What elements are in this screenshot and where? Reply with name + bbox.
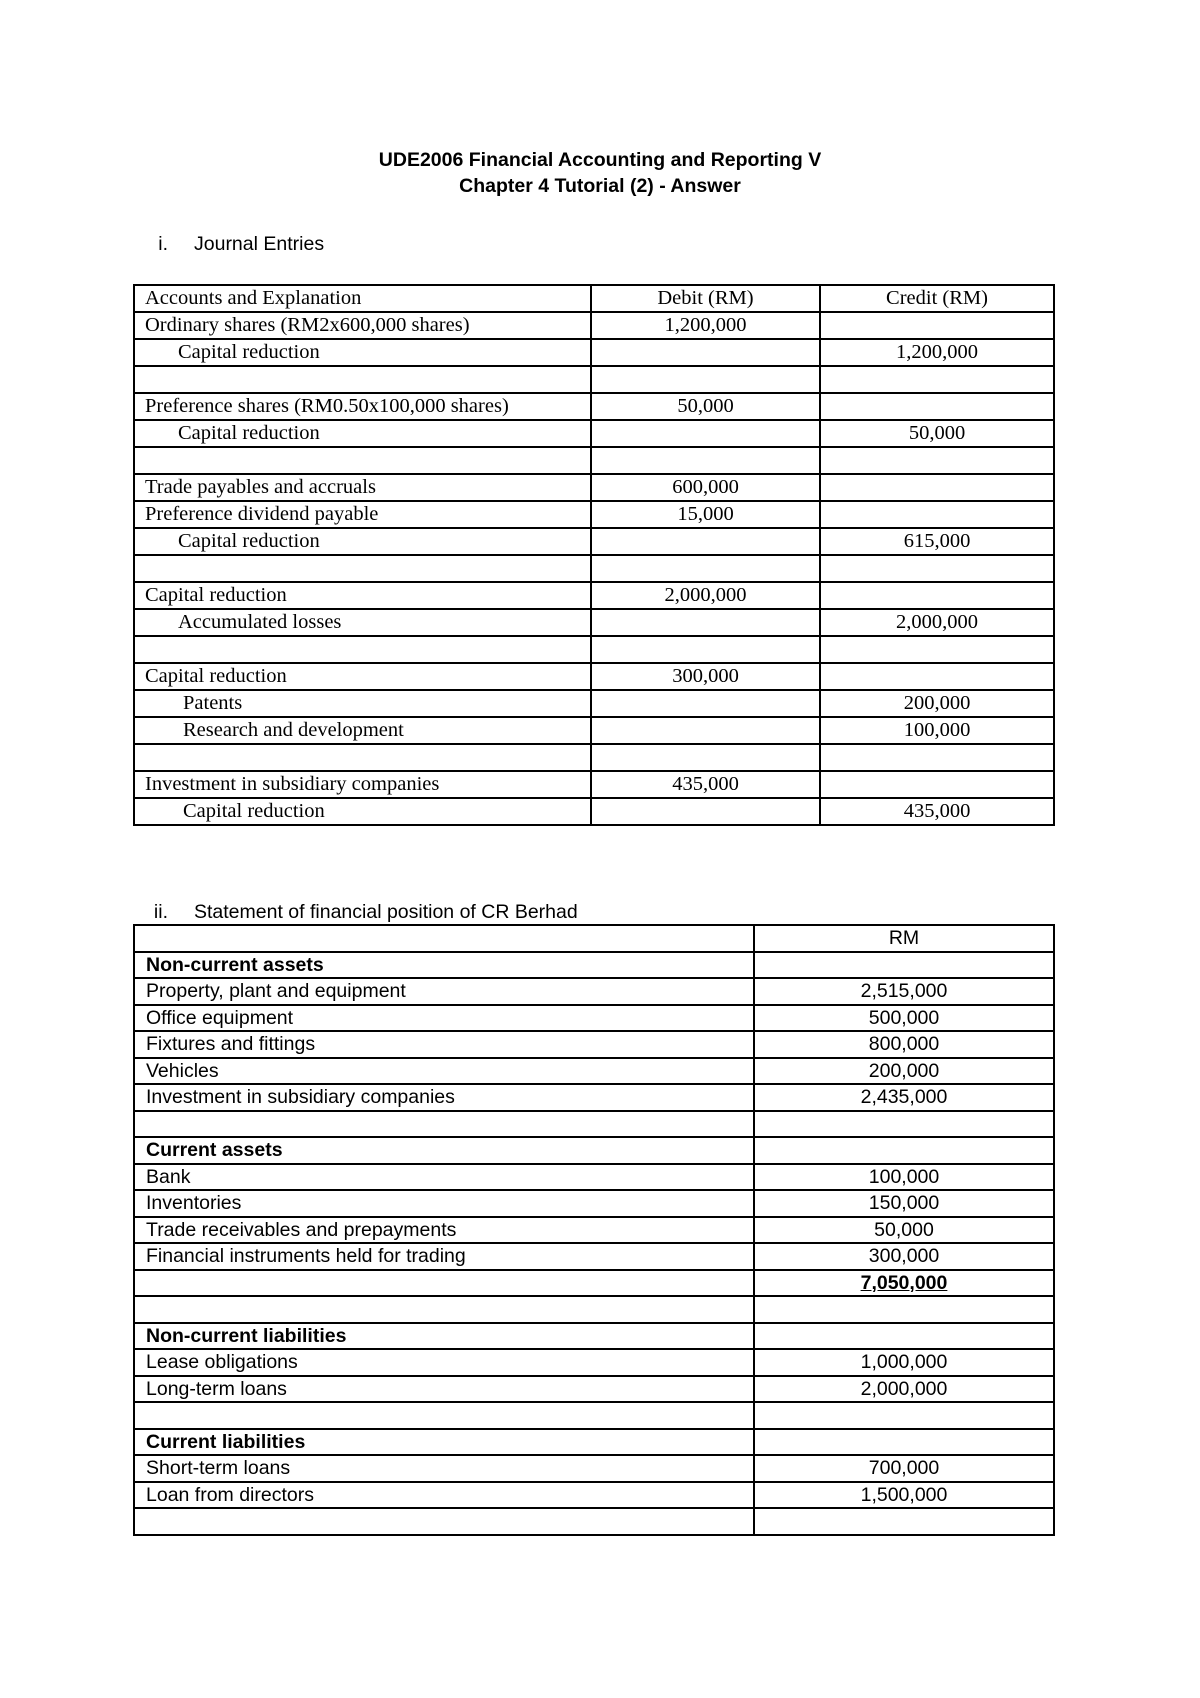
account-cell	[134, 366, 591, 393]
section-label: Non-current liabilities	[134, 1323, 754, 1350]
section-number: ii.	[153, 901, 168, 923]
debit-cell	[591, 690, 820, 717]
amount-cell: 100,000	[754, 1164, 1054, 1191]
table-row	[134, 1164, 1054, 1191]
credit-cell	[820, 447, 1054, 474]
credit-cell	[820, 582, 1054, 609]
amount-cell	[754, 1508, 1054, 1535]
table-row	[134, 1243, 1054, 1270]
section-title: Journal Entries	[194, 233, 325, 255]
amount-cell: 1,000,000	[754, 1349, 1054, 1376]
credit-cell: 2,000,000	[820, 609, 1054, 636]
table-row	[134, 393, 1054, 420]
amount-cell: 150,000	[754, 1190, 1054, 1217]
table-row	[134, 1376, 1054, 1403]
amount-cell	[754, 1402, 1054, 1429]
credit-cell	[820, 474, 1054, 501]
account-cell: Research and development	[134, 717, 591, 744]
debit-cell	[591, 744, 820, 771]
table-row	[134, 420, 1054, 447]
line-item-label: Vehicles	[134, 1058, 754, 1085]
table-row	[134, 528, 1054, 555]
amount-cell	[754, 1137, 1054, 1164]
debit-cell	[591, 636, 820, 663]
account-cell: Capital reduction	[134, 339, 591, 366]
account-cell: Capital reduction	[134, 582, 591, 609]
amount-cell: 50,000	[754, 1217, 1054, 1244]
table-row	[134, 1217, 1054, 1244]
table-row	[134, 555, 1054, 582]
line-item-label	[134, 1296, 754, 1323]
table-row	[134, 582, 1054, 609]
account-cell: Trade payables and accruals	[134, 474, 591, 501]
column-header: Accounts and Explanation	[134, 285, 591, 312]
credit-cell	[820, 501, 1054, 528]
section-label: Current liabilities	[134, 1429, 754, 1456]
table-row	[134, 1323, 1054, 1350]
table-row	[134, 1296, 1054, 1323]
table-row	[134, 1455, 1054, 1482]
financial-position-table	[133, 924, 1055, 1536]
account-cell	[134, 744, 591, 771]
table-row	[134, 366, 1054, 393]
credit-cell	[820, 636, 1054, 663]
table-row	[134, 1137, 1054, 1164]
debit-cell	[591, 798, 820, 825]
line-item-label: Short-term loans	[134, 1455, 754, 1482]
amount-cell	[754, 1111, 1054, 1138]
debit-cell: 300,000	[591, 663, 820, 690]
column-header: Credit (RM)	[820, 285, 1054, 312]
line-item-label: Bank	[134, 1164, 754, 1191]
line-item-label	[134, 1111, 754, 1138]
line-item-label: Trade receivables and prepayments	[134, 1217, 754, 1244]
line-item-label: Property, plant and equipment	[134, 978, 754, 1005]
section-number: i.	[158, 233, 168, 255]
debit-cell	[591, 420, 820, 447]
debit-cell: 600,000	[591, 474, 820, 501]
debit-cell	[591, 609, 820, 636]
account-cell	[134, 636, 591, 663]
account-cell: Capital reduction	[134, 798, 591, 825]
credit-cell: 615,000	[820, 528, 1054, 555]
debit-cell	[591, 447, 820, 474]
line-item-label: Lease obligations	[134, 1349, 754, 1376]
credit-cell	[820, 771, 1054, 798]
table-row	[134, 925, 1054, 952]
debit-cell: 435,000	[591, 771, 820, 798]
account-cell: Accumulated losses	[134, 609, 591, 636]
section-label: Non-current assets	[134, 952, 754, 979]
debit-cell: 50,000	[591, 393, 820, 420]
debit-cell	[591, 555, 820, 582]
section-heading-journal	[122, 232, 324, 256]
account-cell: Patents	[134, 690, 591, 717]
debit-cell	[591, 717, 820, 744]
line-item-label	[134, 925, 754, 952]
table-row	[134, 1058, 1054, 1085]
account-cell: Capital reduction	[134, 420, 591, 447]
line-item-label: Investment in subsidiary companies	[134, 1084, 754, 1111]
amount-cell: 200,000	[754, 1058, 1054, 1085]
table-header-row	[134, 285, 1054, 312]
account-cell	[134, 447, 591, 474]
column-header: Debit (RM)	[591, 285, 820, 312]
table-row	[134, 690, 1054, 717]
table-row	[134, 312, 1054, 339]
table-row	[134, 1031, 1054, 1058]
account-cell: Capital reduction	[134, 528, 591, 555]
credit-cell: 200,000	[820, 690, 1054, 717]
amount-cell: 1,500,000	[754, 1482, 1054, 1509]
table-row	[134, 1349, 1054, 1376]
line-item-label: Financial instruments held for trading	[134, 1243, 754, 1270]
amount-cell: 300,000	[754, 1243, 1054, 1270]
section-label: Current assets	[134, 1137, 754, 1164]
line-item-label	[134, 1270, 754, 1297]
table-row	[134, 1005, 1054, 1032]
amount-cell: RM	[754, 925, 1054, 952]
debit-cell: 1,200,000	[591, 312, 820, 339]
table-row	[134, 1429, 1054, 1456]
amount-cell: 800,000	[754, 1031, 1054, 1058]
credit-cell	[820, 366, 1054, 393]
line-item-label	[134, 1508, 754, 1535]
table-row	[134, 339, 1054, 366]
account-cell: Preference shares (RM0.50x100,000 shares)	[134, 393, 591, 420]
document-subtitle: Chapter 4 Tutorial (2) - Answer	[459, 175, 741, 197]
credit-cell	[820, 312, 1054, 339]
amount-cell	[754, 1323, 1054, 1350]
document-header	[0, 147, 1200, 199]
table-row	[134, 1270, 1054, 1297]
amount-cell	[754, 1429, 1054, 1456]
credit-cell: 1,200,000	[820, 339, 1054, 366]
amount-cell: 2,000,000	[754, 1376, 1054, 1403]
table-row	[134, 609, 1054, 636]
credit-cell: 100,000	[820, 717, 1054, 744]
debit-cell: 15,000	[591, 501, 820, 528]
table-row	[134, 978, 1054, 1005]
journal-entries-table	[133, 284, 1055, 826]
account-cell: Capital reduction	[134, 663, 591, 690]
table-row	[134, 447, 1054, 474]
table-row	[134, 771, 1054, 798]
document-title: UDE2006 Financial Accounting and Reporting V	[378, 149, 822, 171]
line-item-label: Long-term loans	[134, 1376, 754, 1403]
table-row	[134, 1482, 1054, 1509]
debit-cell: 2,000,000	[591, 582, 820, 609]
table-row	[134, 952, 1054, 979]
table-row	[134, 1111, 1054, 1138]
credit-cell	[820, 744, 1054, 771]
amount-cell: 700,000	[754, 1455, 1054, 1482]
credit-cell	[820, 663, 1054, 690]
total-amount: 7,050,000	[754, 1270, 1054, 1297]
amount-cell: 2,435,000	[754, 1084, 1054, 1111]
amount-cell: 500,000	[754, 1005, 1054, 1032]
table-row	[134, 663, 1054, 690]
debit-cell	[591, 366, 820, 393]
amount-cell	[754, 952, 1054, 979]
section-title: Statement of financial position of CR Berhad	[194, 901, 578, 923]
table-row	[134, 1508, 1054, 1535]
table-row	[134, 1402, 1054, 1429]
debit-cell	[591, 339, 820, 366]
table-row	[134, 1190, 1054, 1217]
account-cell: Ordinary shares (RM2x600,000 shares)	[134, 312, 591, 339]
line-item-label: Loan from directors	[134, 1482, 754, 1509]
line-item-label: Fixtures and fittings	[134, 1031, 754, 1058]
account-cell: Investment in subsidiary companies	[134, 771, 591, 798]
line-item-label: Inventories	[134, 1190, 754, 1217]
credit-cell	[820, 555, 1054, 582]
credit-cell	[820, 393, 1054, 420]
debit-cell	[591, 528, 820, 555]
line-item-label	[134, 1402, 754, 1429]
credit-cell: 50,000	[820, 420, 1054, 447]
account-cell	[134, 555, 591, 582]
section-heading-sofp	[122, 900, 578, 924]
table-row	[134, 744, 1054, 771]
line-item-label: Office equipment	[134, 1005, 754, 1032]
table-row	[134, 501, 1054, 528]
credit-cell: 435,000	[820, 798, 1054, 825]
table-row	[134, 717, 1054, 744]
table-row	[134, 798, 1054, 825]
account-cell: Preference dividend payable	[134, 501, 591, 528]
amount-cell	[754, 1296, 1054, 1323]
table-row	[134, 636, 1054, 663]
table-row	[134, 474, 1054, 501]
table-row	[134, 1084, 1054, 1111]
amount-cell: 2,515,000	[754, 978, 1054, 1005]
